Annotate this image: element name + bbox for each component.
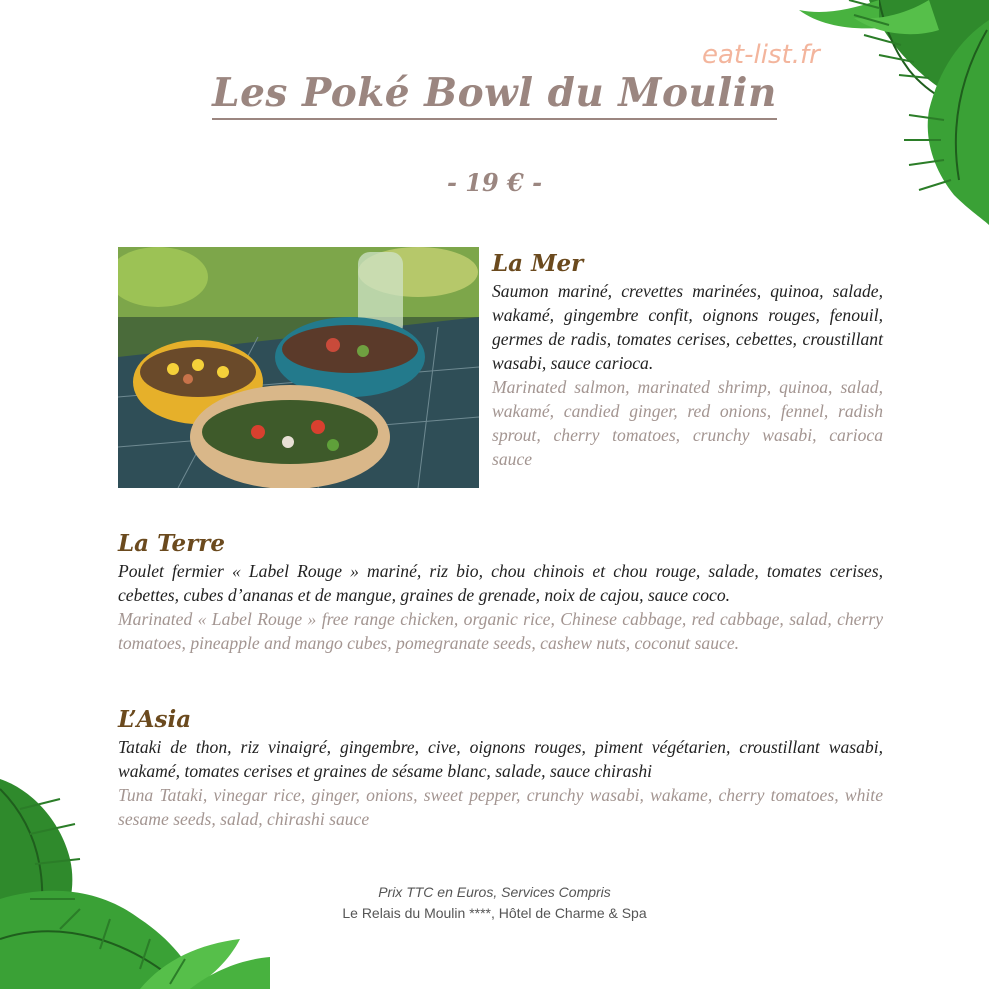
footer (0, 882, 989, 924)
section-title: L’Asia (118, 706, 192, 733)
description-en: Marinated « Label Rouge » free range chicken, organic rice, Chinese cabbage, red cabbage, salad, cherry tomatoes, pineapple and mango cubes, pomegranate seeds, cashew nuts, coconut sauce. (118, 609, 883, 653)
poke-bowl-photo (118, 247, 479, 488)
section-title: La Terre (118, 530, 226, 557)
description-fr: Poulet fermier « Label Rouge » mariné, riz bio, chou chinois et chou rouge, salade, tomates cerises, cebettes, cubes d’ananas et de mangue, graines de grenade, noix de cajou, sauce coco. (118, 561, 883, 605)
page-title (0, 70, 989, 116)
footer-hotel-name: Le Relais du Moulin ****, Hôtel de Charme & Spa (342, 905, 647, 921)
section-la-terre (118, 530, 883, 655)
page-title-text: Les Poké Bowl du Moulin (212, 70, 777, 120)
description-en: Tuna Tataki, vinegar rice, ginger, onions, sweet pepper, crunchy wasabi, wakame, cherry tomatoes, white sesame seeds, salad, chirashi sauce (118, 785, 883, 829)
watermark: eat-list.fr (702, 40, 820, 70)
description-en: Marinated salmon, marinated shrimp, quinoa, salad, wakamé, candied ginger, red onions, fennel, radish sprout, cherry tomatoes, crunchy wasabi, carioca sauce (492, 377, 883, 469)
description-fr: Tataki de thon, riz vinaigré, gingembre, cive, oignons rouges, piment végétarien, croustillant wasabi, wakamé, tomates cerises et graines de sésame blanc, salade, sauce chirashi (118, 737, 883, 781)
price: - 19 € - (446, 168, 543, 197)
section-la-mer (492, 250, 883, 471)
footer-prices-note: Prix TTC en Euros, Services Compris (378, 884, 611, 900)
section-title: La Mer (492, 250, 584, 277)
description-fr: Saumon mariné, crevettes marinées, quinoa, salade, wakamé, gingembre confit, oignons rouges, fenouil, germes de radis, tomates cerises, cebettes, croustillant wasabi, sauce carioca. (492, 281, 883, 373)
